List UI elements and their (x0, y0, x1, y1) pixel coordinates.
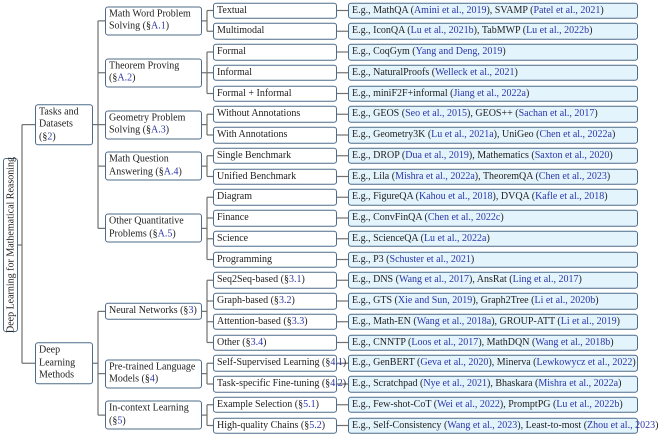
example-citation: Xie and Sun, 2019 (397, 294, 473, 306)
subtopic-node: Seq2Seq-based (§3.1) (213, 272, 337, 289)
subtopic-node-label: Multimodal (217, 25, 265, 36)
subtopic-node (213, 85, 337, 102)
subtopic-node: Graph-based (§3.2) (213, 293, 337, 310)
topic-node-label: Neural Networks (109, 305, 178, 317)
example-name: UniGeo (502, 128, 534, 140)
example-citation: Wang et al., 2018a (416, 315, 492, 327)
topic-node-label: Math Word Problem Solving (109, 8, 191, 32)
example-citation: Lu et al., 2022b (526, 25, 590, 36)
subtopic-node (213, 127, 337, 144)
subtopic-node-ref: 3.4 (250, 336, 264, 348)
eg-prefix: E.g., (352, 66, 371, 78)
examples-node: E.g., Self-Consistency (Wang et al., 2023), Least-to-most (Zhou et al., 2023 (348, 417, 638, 434)
example-citation: Mishra et al., 2022a (395, 170, 475, 182)
category-node-ref: 2 (47, 130, 53, 142)
eg-prefix: E.g., (352, 45, 371, 57)
subtopic-node-ref: 5.2 (309, 419, 322, 431)
subtopic-node-label: Self-Supervised Learning (217, 357, 320, 368)
subtopic-node-label: Graph-based (217, 294, 269, 306)
subtopic-node-label: Programming (217, 253, 272, 265)
example-citation: Zhou et al., 2023 (587, 419, 656, 431)
topic-node: Other Quantitative Problems (§A.5) (105, 214, 202, 243)
subtopic-node-label: Other (217, 336, 240, 348)
subtopic-node (213, 148, 337, 165)
example-citation: Nye et al., 2021 (423, 377, 487, 389)
example-name: Graph2Tree (480, 294, 529, 306)
examples-node: E.g., ConvFinQA (Chen et al., 2022c) (348, 210, 638, 227)
subtopic-node-ref: 4.2 (330, 377, 343, 389)
subtopic-node-label: Task-specific Fine-tuning (217, 377, 320, 389)
topic-node-label: Other Quantitative Problems (109, 215, 184, 240)
subtopic-node-label: Attention-based (217, 315, 281, 327)
example-name: GROUP-ATT (499, 315, 555, 327)
subtopic-node (213, 65, 337, 82)
root-label: Deep Learning for Mathematical Reasoning (5, 156, 16, 334)
subtopic-node-label: Without Annotations (217, 108, 301, 119)
subtopic-node-ref: 5.1 (303, 398, 316, 410)
eg-prefix: E.g., (352, 419, 371, 431)
subtopic-node-label: High-quality Chains (217, 419, 299, 431)
example-name: GEOS++ (475, 108, 513, 119)
subtopic-node-label: Example Selection (217, 398, 293, 410)
subtopic-node-label: Informal (217, 66, 252, 78)
subtopic-node (213, 231, 337, 248)
subtopic-node: Self-Supervised Learning (§4.1) (213, 355, 337, 372)
example-name: miniF2F+informal (373, 87, 448, 99)
subtopic-node (213, 210, 337, 227)
example-citation: Kahou et al., 2018 (418, 191, 493, 202)
eg-prefix: E.g., (352, 232, 371, 244)
example-citation: Sachan et al., 2017 (518, 108, 595, 119)
subtopic-node (213, 189, 337, 206)
example-name: DROP (373, 149, 400, 161)
subtopic-node-ref: 4.1 (330, 357, 343, 368)
topic-node: Geometry Problem Solving (§A.3) (105, 110, 202, 139)
example-name: MathQA (373, 4, 409, 16)
subtopic-node: Other (§3.4) (213, 334, 337, 351)
subtopic-node (213, 106, 337, 123)
subtopic-node-label: Textual (217, 4, 247, 16)
eg-prefix: E.g., (352, 25, 371, 36)
example-name: SVAMP (494, 4, 528, 16)
example-citation: Geva et al., 2020 (420, 357, 489, 368)
topic-node-ref: A.4 (163, 166, 179, 178)
subtopic-node-label: Unified Benchmark (217, 170, 297, 182)
examples-node: E.g., MathQA (Amini et al., 2019), SVAMP (Patel et al., 2021) (348, 2, 638, 19)
example-name: Mathematics (477, 149, 529, 161)
subtopic-node: Attention-based (§3.3) (213, 314, 337, 331)
eg-prefix: E.g., (352, 253, 371, 265)
example-name: CoqGym (373, 45, 410, 57)
subtopic-node (213, 168, 337, 185)
eg-prefix: E.g., (352, 87, 371, 99)
example-name: GEOS (373, 108, 400, 119)
example-name: Few-shot-CoT (373, 398, 432, 410)
topic-node-label: Theorem Proving (109, 60, 180, 72)
example-citation: Kafle et al., 2018 (535, 191, 605, 202)
subtopic-node: High-quality Chains (§5.2) (213, 417, 337, 434)
example-citation: Wei et al., 2022 (437, 398, 500, 410)
eg-prefix: E.g., (352, 377, 371, 389)
subtopic-node-ref: 3.2 (278, 294, 292, 306)
topic-node: Math Word Problem Solving (§A.1) (105, 6, 202, 35)
example-name: DVQA (500, 191, 530, 202)
example-citation: Wang et al., 2017 (398, 274, 469, 285)
examples-node: E.g., IconQA (Lu et al., 2021b), TabMWP (Lu et al., 2022b) (348, 23, 638, 40)
eg-prefix: E.g., (352, 398, 371, 410)
example-citation: Welleck et al., 2021 (435, 66, 515, 78)
examples-node: E.g., Geometry3K (Lu et al., 2021a), UniGeo (Chen et al., 2022a) (348, 127, 638, 144)
example-name: Bhaskara (495, 377, 533, 389)
example-name: P3 (373, 253, 384, 265)
example-citation: Yang and Deng, 2019 (415, 45, 503, 57)
example-name: TheoremQA (482, 170, 533, 182)
example-name: Geometry3K (373, 128, 426, 140)
eg-prefix: E.g., (352, 274, 371, 285)
example-name: ScienceQA (373, 232, 419, 244)
examples-node: E.g., Few-shot-CoT (Wei et al., 2022), PromptPG (Lu et al., 2022b) (348, 397, 638, 414)
example-citation: Amini et al., 2019 (413, 4, 487, 16)
example-citation: Saxton et al., 2020 (534, 149, 610, 161)
topic-node-label: Geometry Problem Solving (109, 112, 186, 136)
subtopic-node: Example Selection (§5.1) (213, 397, 337, 414)
example-name: Lila (373, 170, 390, 182)
example-citation: Li et al., 2020b (534, 294, 596, 306)
topic-node-ref: 3 (188, 305, 194, 317)
eg-prefix: E.g., (352, 315, 371, 327)
example-citation: Schuster et al., 2021 (389, 253, 471, 265)
subtopic-node-label: Finance (217, 211, 249, 223)
example-name: Self-Consistency (373, 419, 442, 431)
category-node-label: Tasks and Datasets (39, 105, 79, 130)
example-citation: Wang et al., 2018b (535, 336, 611, 348)
example-citation: Lu et al., 2022b (556, 398, 620, 410)
subtopic-node (213, 23, 337, 40)
example-citation: Ling et al., 2017 (512, 274, 579, 285)
eg-prefix: E.g., (352, 4, 371, 16)
subtopic-node-label: Formal + Informal (217, 87, 292, 99)
example-citation: Patel et al., 2021 (533, 4, 601, 16)
example-name: DNS (373, 274, 394, 285)
example-citation: Chen et al., 2023 (538, 170, 607, 182)
examples-node: E.g., ScienceQA (Lu et al., 2022a) (348, 231, 638, 248)
subtopic-node-label: Single Benchmark (217, 149, 292, 161)
subtopic-node (213, 44, 337, 61)
examples-node: E.g., Math-EN (Wang et al., 2018a), GROUP-ATT (Li et al., 2019) (348, 314, 638, 331)
example-citation: Lu et al., 2021a (431, 128, 494, 140)
topic-node-ref: 5 (117, 415, 123, 427)
example-name: TabMWP (481, 25, 521, 36)
example-name: Least-to-most (525, 419, 582, 431)
subtopic-node-label: Seq2Seq-based (217, 274, 279, 285)
topic-node-ref: A.3 (150, 124, 166, 136)
eg-prefix: E.g., (352, 191, 371, 202)
category-node: Tasks and Datasets (§2) (35, 104, 93, 146)
example-citation: Loos et al., 2017 (411, 336, 479, 348)
example-citation: Chen et al., 2022c (427, 211, 501, 223)
example-citation: Seo et al., 2015 (405, 108, 468, 119)
topic-node: Theorem Proving (§A.2) (105, 58, 202, 87)
examples-node: E.g., GEOS (Seo et al., 2015), GEOS++ (Sachan et al., 2017) (348, 106, 638, 123)
eg-prefix: E.g., (352, 108, 371, 119)
subtopic-node-label: Formal (217, 45, 246, 57)
examples-node: E.g., Lila (Mishra et al., 2022a), TheoremQA (Chen et al., 2023) (348, 168, 638, 185)
example-citation: Lu et al., 2021b (410, 25, 474, 36)
example-name: MathDQN (486, 336, 530, 348)
eg-prefix: E.g., (352, 357, 371, 368)
examples-node: E.g., DROP (Dua et al., 2019), Mathematics (Saxton et al., 2020) (348, 148, 638, 165)
topic-node-label: Math Question Answering (109, 153, 169, 178)
examples-node: E.g., miniF2F+informal (Jiang et al., 2022a) (348, 85, 638, 102)
example-name: Scratchpad (373, 377, 418, 389)
example-citation: Li et al., 2019 (560, 315, 617, 327)
example-citation: Chen et al., 2022a (539, 128, 612, 140)
example-name: PromptPG (508, 398, 551, 410)
category-node-label: Deep Learning Methods (39, 344, 76, 381)
example-name: Math-EN (373, 315, 411, 327)
example-name: GTS (373, 294, 393, 306)
example-name: FigureQA (373, 191, 414, 202)
subtopic-node-label: Science (217, 232, 249, 244)
examples-node: E.g., P3 (Schuster et al., 2021) (348, 251, 638, 268)
topic-node-label: Pre-trained Language Models (109, 361, 196, 385)
example-citation: Wang et al., 2023 (447, 419, 518, 431)
subtopic-node-ref: 3.1 (288, 274, 302, 285)
example-citation: Jiang et al., 2022a (453, 87, 526, 99)
topic-node: In-context Learning (§5) (105, 401, 202, 430)
example-name: AnsRat (476, 274, 507, 285)
examples-node: E.g., DNS (Wang et al., 2017), AnsRat (Ling et al., 2017) (348, 272, 638, 289)
topic-node-ref: 4 (149, 373, 155, 385)
example-name: Minerva (496, 357, 531, 368)
eg-prefix: E.g., (352, 170, 371, 182)
topic-node: Pre-trained Language Models (§4) (105, 359, 202, 388)
topic-node: Math Question Answering (§A.4) (105, 152, 202, 181)
topic-node: Neural Networks (§3) (105, 303, 202, 320)
examples-node: E.g., FigureQA (Kahou et al., 2018), DVQA (Kafle et al., 2018) (348, 189, 638, 206)
examples-node: E.g., GenBERT (Geva et al., 2020), Minerva (Lewkowycz et al., 2022) (348, 355, 638, 372)
examples-node: E.g., Scratchpad (Nye et al., 2021), Bhaskara (Mishra et al., 2022a) (348, 376, 638, 393)
example-name: NaturalProofs (373, 66, 430, 78)
examples-node: E.g., NaturalProofs (Welleck et al., 2021) (348, 65, 638, 82)
subtopic-node-label: Diagram (217, 191, 252, 202)
root-node (3, 158, 18, 332)
example-citation: Lewkowycz et al., 2022 (536, 357, 633, 368)
example-name: CNNTP (373, 336, 406, 348)
examples-node: E.g., CNNTP (Loos et al., 2017), MathDQN (Wang et al., 2018b) (348, 334, 638, 351)
example-name: GenBERT (373, 357, 415, 368)
example-name: IconQA (373, 25, 405, 36)
subtopic-node-label: With Annotations (217, 128, 288, 140)
subtopic-node: Task-specific Fine-tuning (§4.2) (213, 376, 337, 393)
example-citation: Lu et al., 2022a (423, 232, 487, 244)
eg-prefix: E.g., (352, 149, 371, 161)
example-citation: Mishra et al., 2022a (538, 377, 619, 389)
examples-node: E.g., GTS (Xie and Sun, 2019), Graph2Tree (Li et al., 2020b) (348, 293, 638, 310)
example-citation: Dua et al., 2019 (405, 149, 469, 161)
topic-node-ref: A.5 (157, 228, 173, 240)
subtopic-node (213, 2, 337, 19)
examples-node: E.g., CoqGym (Yang and Deng, 2019) (348, 44, 638, 61)
subtopic-node (213, 251, 337, 268)
topic-node-ref: A.2 (117, 72, 133, 84)
topic-node-ref: A.1 (150, 20, 166, 32)
example-name: ConvFinQA (373, 211, 423, 223)
eg-prefix: E.g., (352, 294, 371, 306)
subtopic-node-ref: 3.3 (291, 315, 305, 327)
eg-prefix: E.g., (352, 128, 371, 140)
category-node (35, 343, 93, 385)
eg-prefix: E.g., (352, 211, 371, 223)
topic-node-label: In-context Learning (109, 402, 189, 414)
eg-prefix: E.g., (352, 336, 371, 348)
